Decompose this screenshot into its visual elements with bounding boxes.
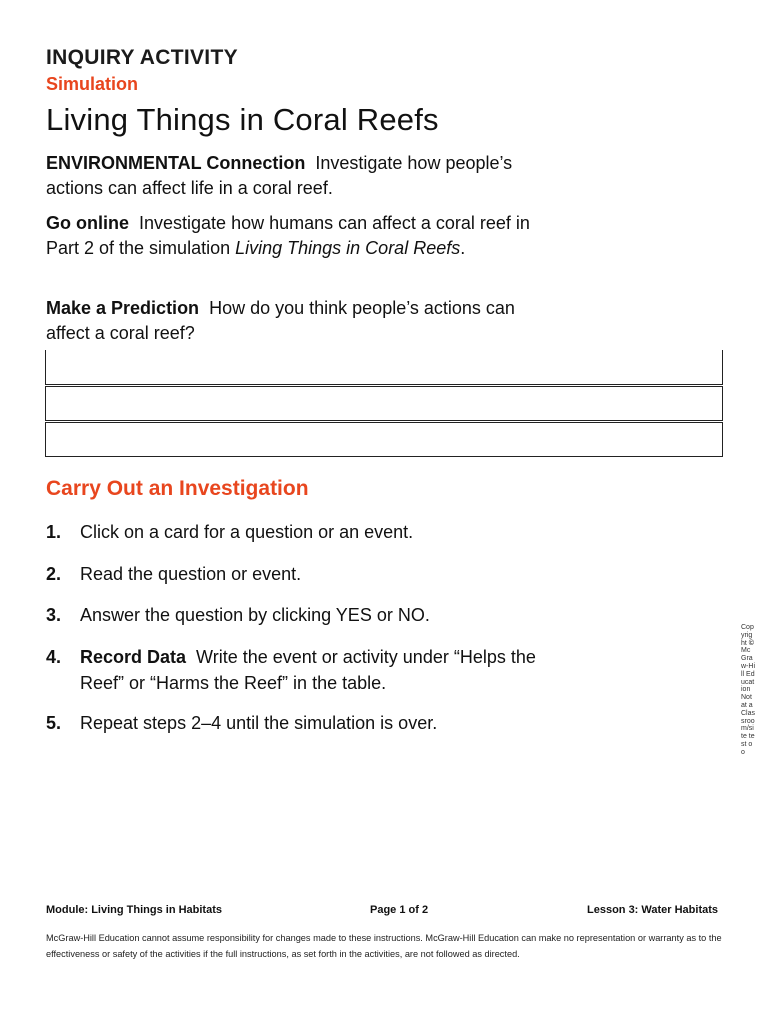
step-number: 5.: [46, 713, 62, 733]
activity-kicker: INQUIRY ACTIVITY: [46, 46, 238, 69]
prediction-label: Make a Prediction: [46, 298, 200, 318]
simulation-title: Living Things in Coral Reefs: [235, 238, 461, 258]
footer-page-number: Page 1 of 2: [370, 904, 429, 916]
record-data-label: Record Data: [80, 647, 187, 667]
prediction-answer-line-3[interactable]: [45, 422, 723, 457]
step-number: 4.: [46, 647, 62, 667]
prediction-paragraph: [46, 296, 546, 346]
footer-module: Module: Living Things in Habitats: [46, 904, 222, 916]
step-text: Repeat steps 2–4 until the simulation is over.: [80, 713, 438, 733]
step-number: 1.: [46, 522, 62, 542]
environmental-connection-label: ENVIRONMENTAL Connection: [46, 153, 306, 173]
prediction-answer-line-1[interactable]: [45, 350, 723, 385]
step-text: Answer the question by clicking YES or NO.: [80, 605, 430, 625]
copyright-symbol: ©: [748, 639, 754, 647]
prediction-answer-line-2[interactable]: [45, 386, 723, 421]
investigation-heading: Carry Out an Investigation: [46, 477, 309, 500]
step-text: Read the question or event.: [80, 564, 302, 584]
step-number: 2.: [46, 564, 62, 584]
legal-disclaimer: McGraw-Hill Education cannot assume responsibility for changes made to these instructions. McGraw-Hill Education can make no representation or warranty as to the effectiveness or safety of the activities if the full instructions, as set forth in the activities, are not followed as directed.: [46, 933, 722, 959]
step-text-wrap: [80, 644, 540, 696]
go-online-label: Go online: [46, 213, 129, 233]
copyright-text-start: Copyright: [741, 624, 754, 647]
environmental-connection-paragraph: [46, 151, 546, 201]
go-online-period: .: [460, 238, 466, 258]
footer-lesson: Lesson 3: Water Habitats: [587, 904, 719, 916]
copyright-text-end: McGraw-Hill Education Not at a Classroom/site test oo: [741, 647, 755, 756]
prediction-text: How do you think people’s actions can affect a coral reef?: [46, 298, 515, 343]
go-online-paragraph: [46, 211, 546, 261]
step-text: Click on a card for a question or an event.: [80, 522, 414, 542]
activity-type: Simulation: [46, 74, 139, 94]
step-number: 3.: [46, 605, 62, 625]
page-title: Living Things in Coral Reefs: [46, 102, 439, 137]
environmental-connection-text: Investigate how people’s actions can affect life in a coral reef.: [46, 153, 513, 198]
copyright-notice: [741, 624, 755, 882]
step-text: Write the event or activity under “Helps the Reef” or “Harms the Reef” in the table.: [80, 647, 536, 693]
go-online-text: Investigate how humans can affect a coral reef in Part 2 of the simulation: [46, 213, 530, 258]
